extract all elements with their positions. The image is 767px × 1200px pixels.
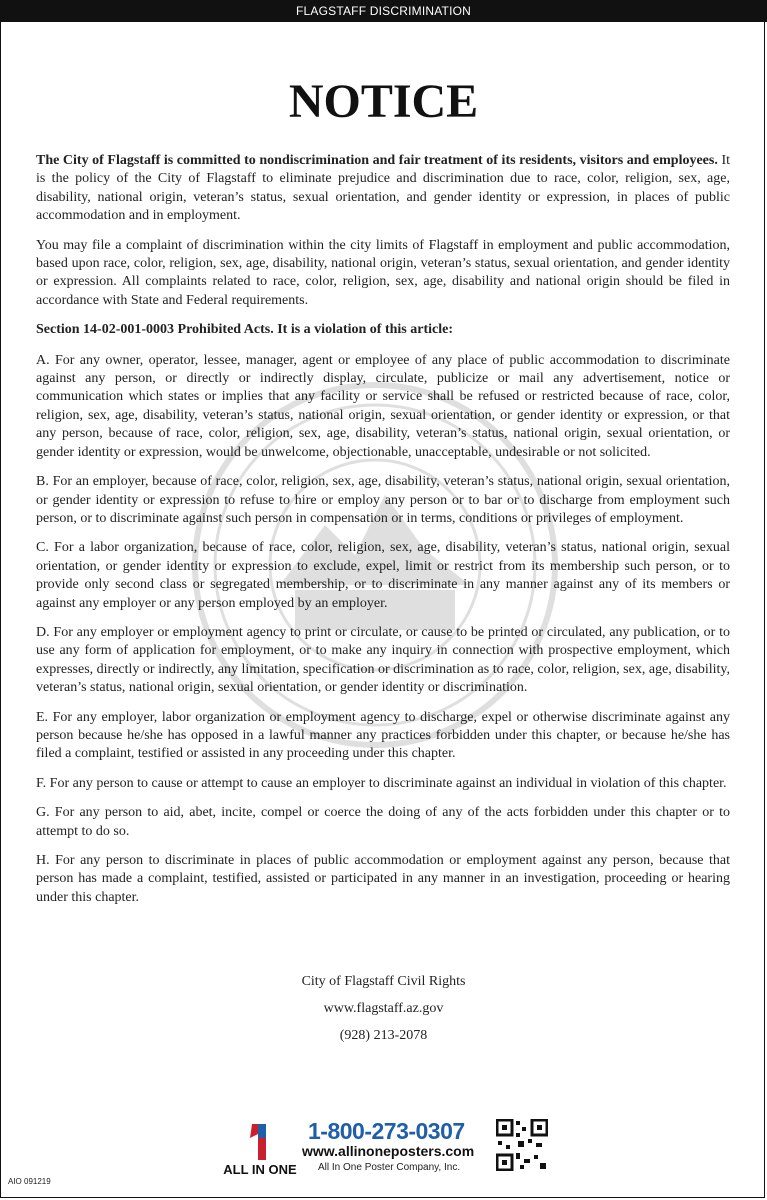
- prohibited-act-f: F. For any person to cause or attempt to cause an employer to discriminate against an individual in violation of this chapter.: [36, 775, 727, 791]
- complaint-paragraph: You may file a complaint of discrimination within the city limits of Flagstaff in employment and public accommodation, based upon race, color, religion, sex, age, disability, national origin, veteran’s status, sexual orientation, and gender identity or expression. All complaints related to race, color, religion, sex, age, disability and national origin should be filed in accordance with State and Federal requirements.: [36, 237, 730, 308]
- header-label: FLAGSTAFF DISCRIMINATION: [0, 0, 767, 22]
- prohibited-act-g: G. For any person to aid, abet, incite, compel or coerce the doing of any of the acts forbidden under this chapter or to attempt to do so.: [36, 805, 730, 839]
- prohibited-act-d: D. For any employer or employment agency to print or circulate, or cause to be printed or circulated, any publication, or to use any form of application for employment, or to make any inquiry in connection with prospective employment, which expresses, directly or indirectly, any limitation, specification or discrimination as to race, color, religion, sex, age, disability, veteran’s status, national origin, sexual orientation, or gender identity or discrimination.: [36, 624, 730, 696]
- contact-phone: (928) 213-2078: [339, 1028, 428, 1043]
- intro-bold-text: The City of Flagstaff is committed to nondiscrimination and fair treatment of its residents, visitors and employees.: [36, 153, 718, 168]
- contact-website: www.flagstaff.az.gov: [323, 1001, 444, 1016]
- footer-company: All In One Poster Company, Inc.: [318, 1162, 461, 1173]
- prohibited-act-e: E. For any employer, labor organization or employment agency to discharge, expel or otherwise discriminate against any person because he/she has opposed in a lawful manner any practices forbidden under this chapter, or because he/she has filed a complaint, testified or assisted in any proceeding under this chapter.: [36, 709, 730, 762]
- poster-code: AIO 091219: [8, 1177, 51, 1186]
- contact-block: [0, 972, 767, 1053]
- notice-body: [36, 152, 730, 918]
- prohibited-act-b: B. For an employer, because of race, color, religion, sex, age, disability, veteran’s status, national origin, sexual orientation, or gender identity or expression to refuse to hire or employ any person or to bar or to discharge from employment such person, or to discriminate against such person in compensation or in terms, conditions or privileges of employment.: [36, 474, 730, 526]
- svg-text:ALL IN ONE: ALL IN ONE: [223, 1162, 297, 1177]
- footer-website: www.allinoneposters.com: [302, 1143, 475, 1159]
- intro-text: It is the policy of the City of Flagstaff to eliminate prejudice and discrimination due to race, color, religion, sex, age, disability, national origin, veteran’s status, sexual orientation, and gender identity or expression, in places of public accommodation and in employment.: [36, 153, 730, 224]
- section-heading: Section 14-02-001-0003 Prohibited Acts. It is a violation of this article:: [36, 322, 453, 338]
- footer-phone: 1-800-273-0307: [308, 1118, 465, 1144]
- prohibited-act-h: H. For any person to discriminate in places of public accommodation or employment against any person, because that person has made a complaint, testified, assisted or participated in any manner in an investigation, proceeding or hearing under this chapter.: [36, 853, 730, 905]
- notice-title: NOTICE: [288, 75, 479, 128]
- prohibited-act-c: C. For a labor organization, because of race, color, religion, sex, age, disability, veteran’s status, national origin, sexual orientation, or gender identity or expression to exclude, expel, limit or restrict from its membership such person, or to provide only second class or segregated membership, or to discriminate in any manner against any of its members or against any employer or any person employed by an employer.: [36, 540, 730, 611]
- intro-paragraph: [36, 152, 730, 226]
- all-in-one-logo: [222, 1120, 298, 1178]
- prohibited-act-a: A. For any owner, operator, lessee, manager, agent or employee of any place of public accommodation to discriminate against any person, or directly or indirectly display, circulate, publicize or mail any advertisement, notice or communication which states or implies that any facility or service shall be refused or restricted because of race, color, religion, sex, age, disability, veteran’s status, national origin, sexual orientation, or gender identity or expression, or that any person, because of race, color, religion, sex, age, disability, veteran’s status, national origin, sexual orientation, or gender identity or expression, would be unwelcome, objectionable, unacceptable, undesirable or not solicited.: [36, 352, 730, 460]
- contact-org: City of Flagstaff Civil Rights: [301, 974, 466, 989]
- qr-code-icon: [496, 1119, 548, 1171]
